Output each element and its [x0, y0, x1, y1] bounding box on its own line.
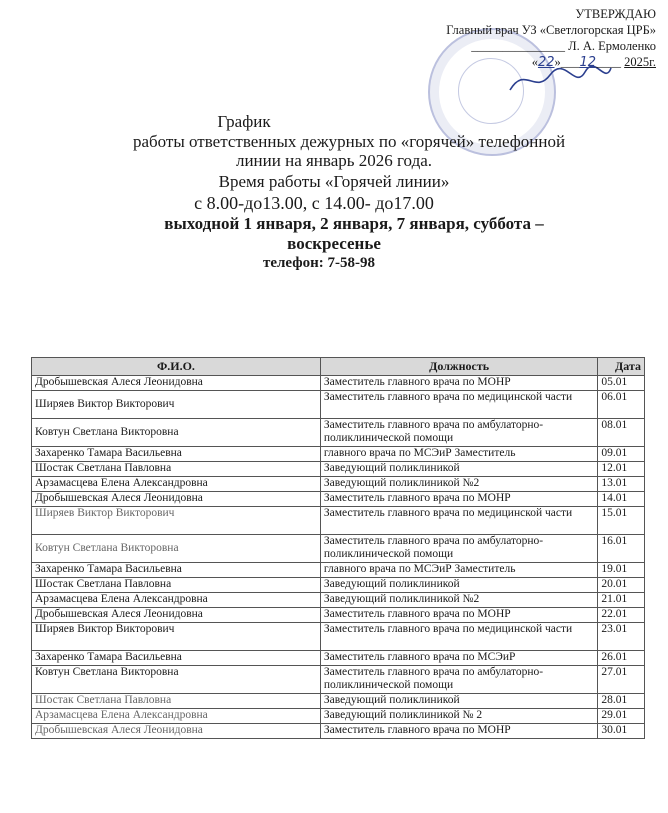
cell-name: Шостак Светлана Павловна: [32, 462, 321, 477]
table-row: [32, 462, 645, 477]
cell-name: Дробышевская Алеся Леонидовна: [32, 492, 321, 507]
cell-date: 08.01: [598, 419, 645, 447]
cell-date: 06.01: [598, 391, 645, 419]
cell-name: Дробышевская Алеся Леонидовна: [32, 724, 321, 739]
cell-date: 09.01: [598, 447, 645, 462]
cell-position: Заместитель главного врача по амбулаторно-поликлинической помощи: [320, 535, 597, 563]
cell-date: 14.01: [598, 492, 645, 507]
title-line-1: График: [217, 112, 271, 131]
cell-position: Заведующий поликлиникой №2: [320, 593, 597, 608]
title-line-3: линии на январь 2026 года.: [235, 151, 433, 170]
cell-name: Арзамасцева Елена Александровна: [32, 709, 321, 724]
title-line-6b: воскресенье: [287, 234, 381, 253]
table-row: [32, 623, 645, 651]
cell-date: 30.01: [598, 724, 645, 739]
phone-line: телефон: 7-58-98: [262, 255, 376, 271]
cell-date: 27.01: [598, 666, 645, 694]
table-row: [32, 391, 645, 419]
cell-date: 20.01: [598, 578, 645, 593]
table-row: [32, 492, 645, 507]
cell-position: главного врача по МСЭиР Заместитель: [320, 447, 597, 462]
table-row: [32, 709, 645, 724]
cell-date: 15.01: [598, 507, 645, 535]
cell-position: Заместитель главного врача по амбулаторно-поликлинической помощи: [320, 419, 597, 447]
cell-date: 29.01: [598, 709, 645, 724]
cell-name: Шостак Светлана Павловна: [32, 578, 321, 593]
table-row: [32, 608, 645, 623]
cell-date: 23.01: [598, 623, 645, 651]
cell-date: 13.01: [598, 477, 645, 492]
cell-name: Захаренко Тамара Васильевна: [32, 563, 321, 578]
cell-name: Захаренко Тамара Васильевна: [32, 447, 321, 462]
cell-name: Захаренко Тамара Васильевна: [32, 651, 321, 666]
cell-name: Ковтун Светлана Викторовна: [32, 535, 321, 563]
header-name: Ф.И.О.: [32, 358, 321, 376]
table-row: [32, 563, 645, 578]
duty-schedule-table: [31, 357, 645, 739]
table-row: [32, 477, 645, 492]
header-position: Должность: [320, 358, 597, 376]
cell-position: Заместитель главного врача по МОНР: [320, 376, 597, 391]
cell-position: Заведующий поликлиникой: [320, 578, 597, 593]
table-row: [32, 593, 645, 608]
cell-name: Шостак Светлана Павловна: [32, 694, 321, 709]
table-row: [32, 447, 645, 462]
title-line-4: Время работы «Горячей линии»: [218, 172, 450, 191]
cell-name: Ковтун Светлана Викторовна: [32, 666, 321, 694]
cell-name: Дробышевская Алеся Леонидовна: [32, 608, 321, 623]
cell-name: Арзамасцева Елена Александровна: [32, 593, 321, 608]
cell-date: 26.01: [598, 651, 645, 666]
table-row: [32, 376, 645, 391]
approval-heading: УТВЕРЖДАЮ: [575, 7, 656, 21]
cell-name: Ширяев Виктор Викторович: [32, 507, 321, 535]
cell-position: Заместитель главного врача по амбулаторно-поликлинической помощи: [320, 666, 597, 694]
title-line-6: выходной 1 января, 2 января, 7 января, суббота –: [164, 214, 544, 233]
table-row: [32, 535, 645, 563]
cell-position: Заместитель главного врача по МСЭиР: [320, 651, 597, 666]
cell-name: Ширяев Виктор Викторович: [32, 623, 321, 651]
table-row: [32, 507, 645, 535]
approval-block: [446, 6, 656, 71]
approval-date: «22»___12____ 2025г.: [531, 55, 656, 70]
cell-position: Заместитель главного врача по медицинской части: [320, 623, 597, 651]
cell-date: 22.01: [598, 608, 645, 623]
cell-position: Заведующий поликлиникой: [320, 462, 597, 477]
cell-date: 12.01: [598, 462, 645, 477]
cell-position: Заместитель главного врача по МОНР: [320, 608, 597, 623]
table-row: [32, 651, 645, 666]
approval-signer: _______________ Л. А. Ермоленко: [471, 39, 656, 53]
cell-date: 16.01: [598, 535, 645, 563]
document-title: [0, 111, 668, 273]
cell-position: Заведующий поликлиникой №2: [320, 477, 597, 492]
cell-position: Заместитель главного врача по МОНР: [320, 492, 597, 507]
header-date: Дата: [598, 358, 645, 376]
table-header-row: [32, 358, 645, 376]
cell-position: Заведующий поликлиникой: [320, 694, 597, 709]
table-row: [32, 578, 645, 593]
cell-date: 05.01: [598, 376, 645, 391]
cell-position: Заместитель главного врача по медицинской части: [320, 507, 597, 535]
table-row: [32, 724, 645, 739]
title-line-2: работы ответственных дежурных по «горячей» телефонной: [132, 132, 566, 151]
cell-position: Заместитель главного врача по МОНР: [320, 724, 597, 739]
cell-date: 19.01: [598, 563, 645, 578]
cell-name: Ширяев Виктор Викторович: [32, 391, 321, 419]
cell-name: Дробышевская Алеся Леонидовна: [32, 376, 321, 391]
cell-position: Заведующий поликлиникой № 2: [320, 709, 597, 724]
cell-name: Ковтун Светлана Викторовна: [32, 419, 321, 447]
cell-name: Арзамасцева Елена Александровна: [32, 477, 321, 492]
table-row: [32, 419, 645, 447]
approval-position: Главный врач УЗ «Светлогорская ЦРБ»: [446, 23, 656, 37]
title-line-5: с 8.00-до13.00, с 14.00- до17.00: [194, 193, 434, 213]
cell-date: 21.01: [598, 593, 645, 608]
cell-date: 28.01: [598, 694, 645, 709]
cell-position: главного врача по МСЭиР Заместитель: [320, 563, 597, 578]
table-row: [32, 666, 645, 694]
table-row: [32, 694, 645, 709]
cell-position: Заместитель главного врача по медицинской части: [320, 391, 597, 419]
